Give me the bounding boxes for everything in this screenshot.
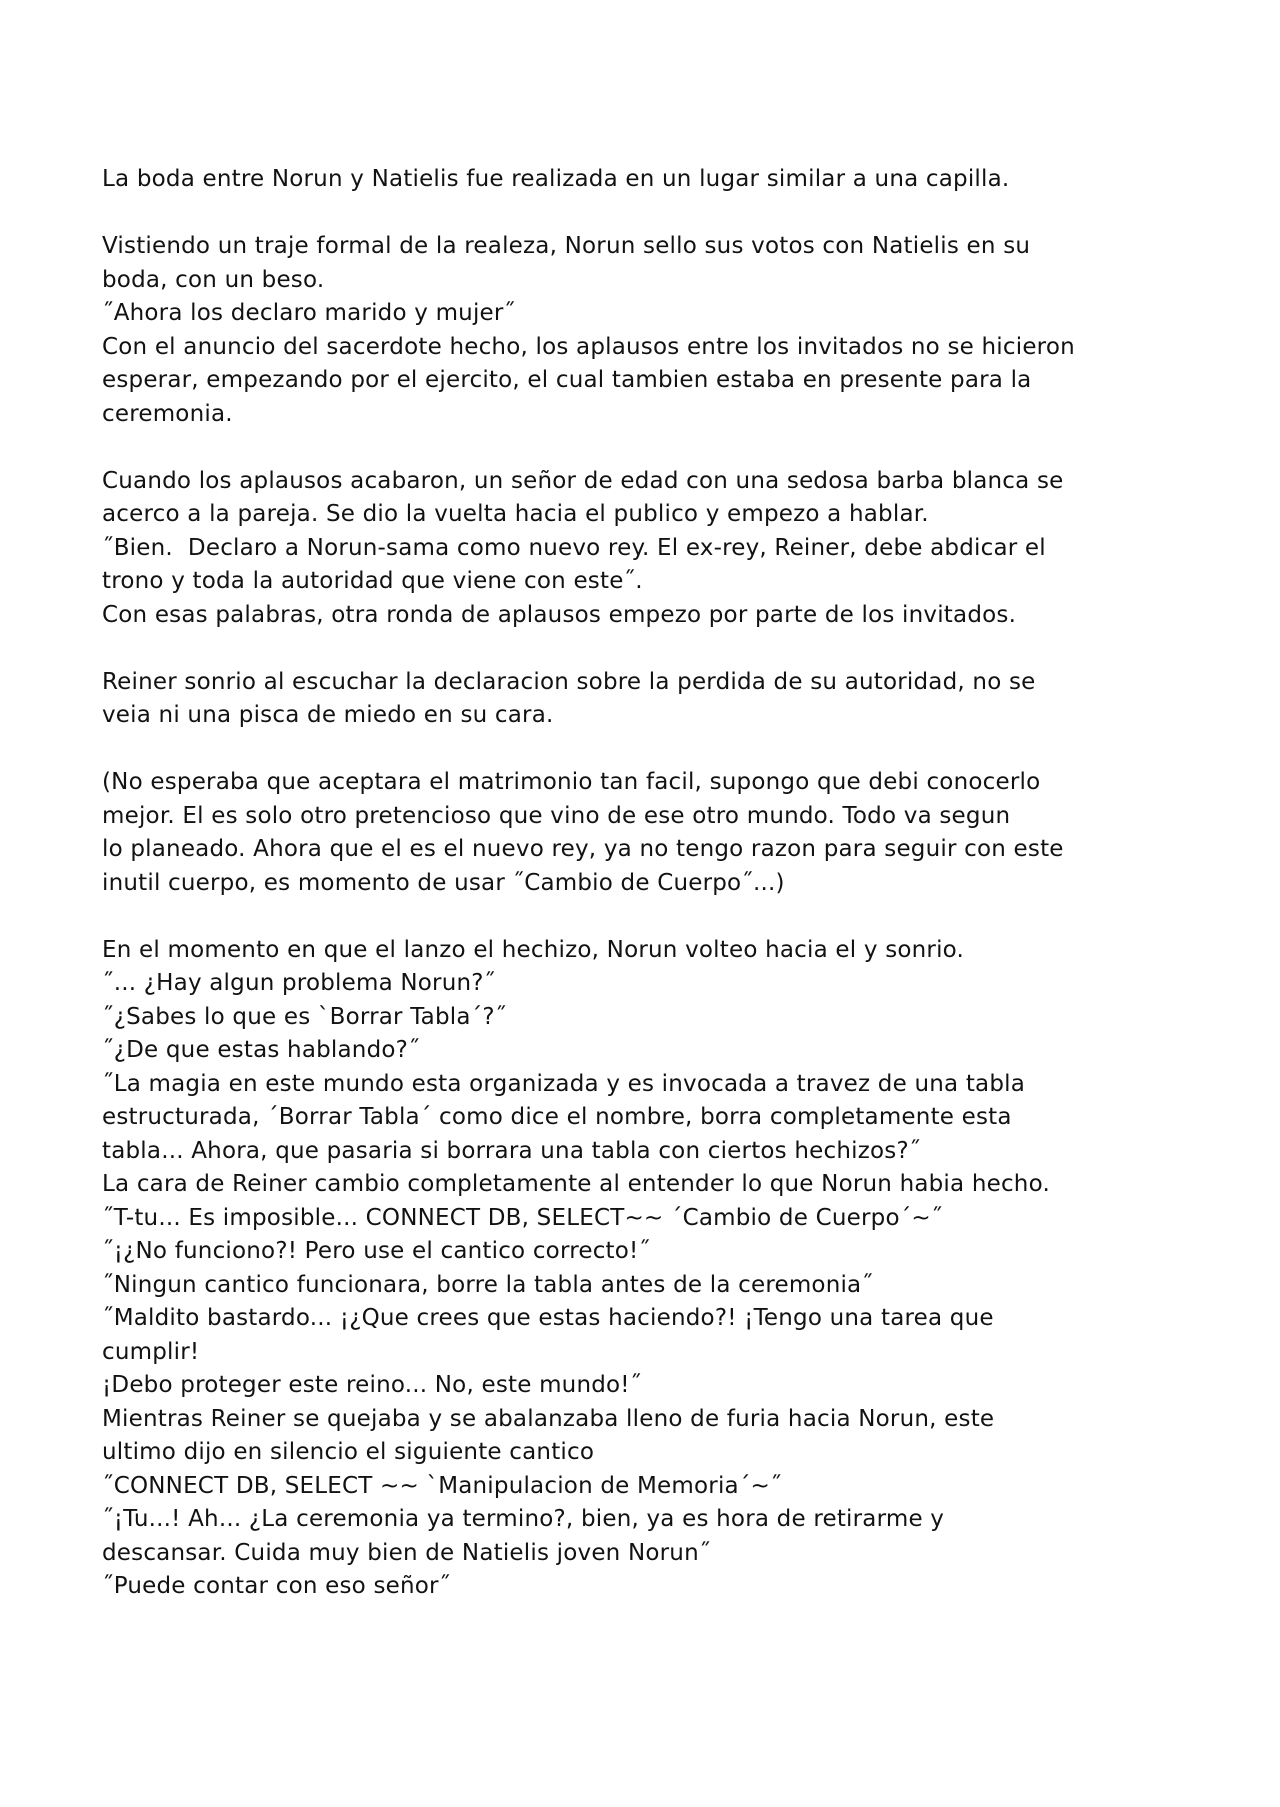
text-line: ˝Ningun cantico funcionara, borre la tabla antes de la ceremonia˝ <box>102 1271 874 1298</box>
text-line: Con esas palabras, otra ronda de aplausos empezo por parte de los invitados. <box>102 601 1017 628</box>
text-line <box>102 900 1192 934</box>
text-line: lo planeado. Ahora que el es el nuevo rey, ya no tengo razon para seguir con este <box>102 836 1064 862</box>
text-line: estructurada, ´Borrar Tabla´ como dice el nombre, borra completamente esta <box>102 1104 1012 1130</box>
text-line: ˝Bien. Declaro a Norun-sama como nuevo rey. El ex-rey, Reiner, debe abdicar el <box>102 534 1046 561</box>
text-line: inutil cuerpo, es momento de usar ˝Cambio de Cuerpo˝...) <box>102 869 785 896</box>
text-line: La cara de Reiner cambio completamente al entender lo que Norun habia hecho. <box>102 1171 1050 1197</box>
text-line: ˝T-tu... Es imposible... CONNECT DB, SELECT~~ ´Cambio de Cuerpo´~˝ <box>102 1204 943 1231</box>
text-line: Con el anuncio del sacerdote hecho, los aplausos entre los invitados no se hicieron <box>102 333 1075 360</box>
text-line: ˝¡Tu...! Ah... ¿La ceremonia ya termino?, bien, ya es hora de retirarme y <box>102 1506 945 1532</box>
text-line: ultimo dijo en silencio el siguiente cantico <box>102 1439 595 1465</box>
text-line: ˝Maldito bastardo... ¡¿Que crees que estas haciendo?! ¡Tengo una tarea que <box>102 1305 994 1331</box>
text-line: ˝Puede contar con eso señor˝ <box>102 1573 451 1599</box>
text-line: ˝CONNECT DB, SELECT ~~ `Manipulacion de Memoria´~˝ <box>102 1472 782 1499</box>
text-line: veia ni una pisca de miedo en su cara. <box>102 702 554 728</box>
text-line: ˝Ahora los declaro marido y mujer˝ <box>102 300 516 326</box>
text-line <box>102 431 1192 465</box>
text-line: descansar. Cuida muy bien de Natielis joven Norun˝ <box>102 1539 711 1566</box>
text-line: ˝La magia en este mundo esta organizada y es invocada a travez de una tabla <box>102 1070 1026 1097</box>
text-line: mejor. El es solo otro pretencioso que vino de ese otro mundo. Todo va segun <box>102 802 1011 829</box>
text-line: trono y toda la autoridad que viene con este˝. <box>102 568 643 594</box>
text-line: ¡Debo proteger este reino... No, este mundo!˝ <box>102 1372 642 1398</box>
text-line: ˝... ¿Hay algun problema Norun?˝ <box>102 970 496 996</box>
text-line: Mientras Reiner se quejaba y se abalanzaba lleno de furia hacia Norun, este <box>102 1405 995 1432</box>
text-line: Reiner sonrio al escuchar la declaracion sobre la perdida de su autoridad, no se <box>102 668 1036 695</box>
story-text-block <box>102 163 1192 1604</box>
text-line <box>102 197 1192 231</box>
text-line: Vistiendo un traje formal de la realeza, Norun sello sus votos con Natielis en su <box>102 233 1031 259</box>
text-line: (No esperaba que aceptara el matrimonio tan facil, supongo que debi conocerlo <box>102 769 1041 795</box>
text-line: Cuando los aplausos acabaron, un señor de edad con una sedosa barba blanca se <box>102 467 1064 494</box>
text-line: tabla... Ahora, que pasaria si borrara una tabla con ciertos hechizos?˝ <box>102 1137 921 1164</box>
text-line: esperar, empezando por el ejercito, el cual tambien estaba en presente para la <box>102 367 1032 393</box>
text-line: ˝¿Sabes lo que es `Borrar Tabla´?˝ <box>102 1003 507 1030</box>
text-line <box>102 733 1192 767</box>
text-line: boda, con un beso. <box>102 266 325 293</box>
text-line <box>102 632 1192 666</box>
text-line: En el momento en que el lanzo el hechizo, Norun volteo hacia el y sonrio. <box>102 936 965 963</box>
text-line: ceremonia. <box>102 400 233 427</box>
text-line: cumplir! <box>102 1338 200 1365</box>
text-line: La boda entre Norun y Natielis fue realizada en un lugar similar a una capilla. <box>102 166 1010 192</box>
text-line: ˝¿De que estas hablando?˝ <box>102 1037 420 1063</box>
text-line: ˝¡¿No funciono?! Pero use el cantico correcto!˝ <box>102 1238 651 1264</box>
text-line: acerco a la pareja. Se dio la vuelta hacia el publico y empezo a hablar. <box>102 501 929 527</box>
